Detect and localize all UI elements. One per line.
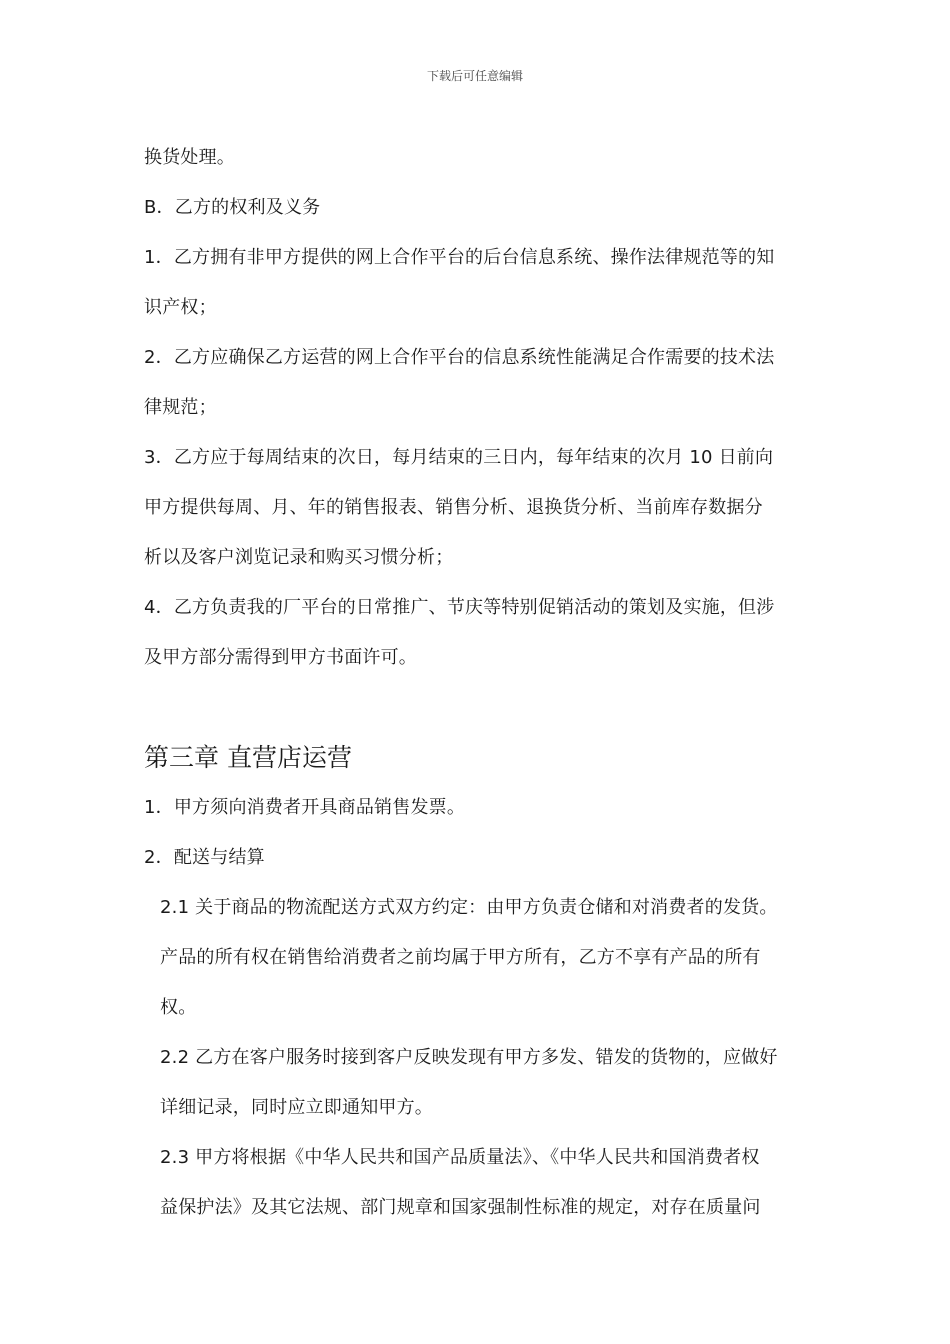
body-line: 析以及客户浏览记录和购买习惯分析； xyxy=(144,547,454,568)
sub-clause-line: 2.1 关于商品的物流配送方式双方约定：由甲方负责仓储和对消费者的发货。 xyxy=(160,897,778,918)
body-line: 律规范； xyxy=(144,397,217,418)
sub-clause-line: 2.3 甲方将根据《中华人民共和国产品质量法》、《中华人民共和国消费者权 xyxy=(160,1147,760,1168)
sub-clause-line: 益保护法》及其它法规、部门规章和国家强制性标准的规定，对存在质量问 xyxy=(160,1197,761,1218)
sub-clause-line: 权。 xyxy=(160,997,197,1018)
document-body xyxy=(144,133,812,1233)
body-line: 及甲方部分需得到甲方书面许可。 xyxy=(144,647,417,668)
sub-clause-line: 2.2 乙方在客户服务时接到客户反映发现有甲方多发、错发的货物的，应做好 xyxy=(160,1047,778,1068)
page-header-note: 下载后可任意编辑 xyxy=(426,69,523,83)
body-line: 3．乙方应于每周结束的次日，每月结束的三日内，每年结束的次月 10 日前向 xyxy=(144,447,774,468)
body-line: 识产权； xyxy=(144,297,217,318)
paragraph-spacer xyxy=(144,683,812,733)
body-line: 2．乙方应确保乙方运营的网上合作平台的信息系统性能满足合作需要的技术法 xyxy=(144,347,775,368)
body-line: 4．乙方负责我的厂平台的日常推广、节庆等特别促销活动的策划及实施，但涉 xyxy=(144,597,775,618)
sub-clause-line: 详细记录，同时应立即通知甲方。 xyxy=(160,1097,433,1118)
body-line: 1．乙方拥有非甲方提供的网上合作平台的后台信息系统、操作法律规范等的知 xyxy=(144,247,775,268)
chapter-title: 第三章 直营店运营 xyxy=(144,743,352,772)
sub-clause-line: 产品的所有权在销售给消费者之前均属于甲方所有，乙方不享有产品的所有 xyxy=(160,947,761,968)
body-line: 甲方提供每周、月、年的销售报表、销售分析、退换货分析、当前库存数据分 xyxy=(144,497,763,518)
body-line: 1．甲方须向消费者开具商品销售发票。 xyxy=(144,797,466,818)
body-line: 2．配送与结算 xyxy=(144,847,265,868)
section-heading-b: B．乙方的权利及义务 xyxy=(144,197,321,218)
body-line: 换货处理。 xyxy=(144,147,235,168)
